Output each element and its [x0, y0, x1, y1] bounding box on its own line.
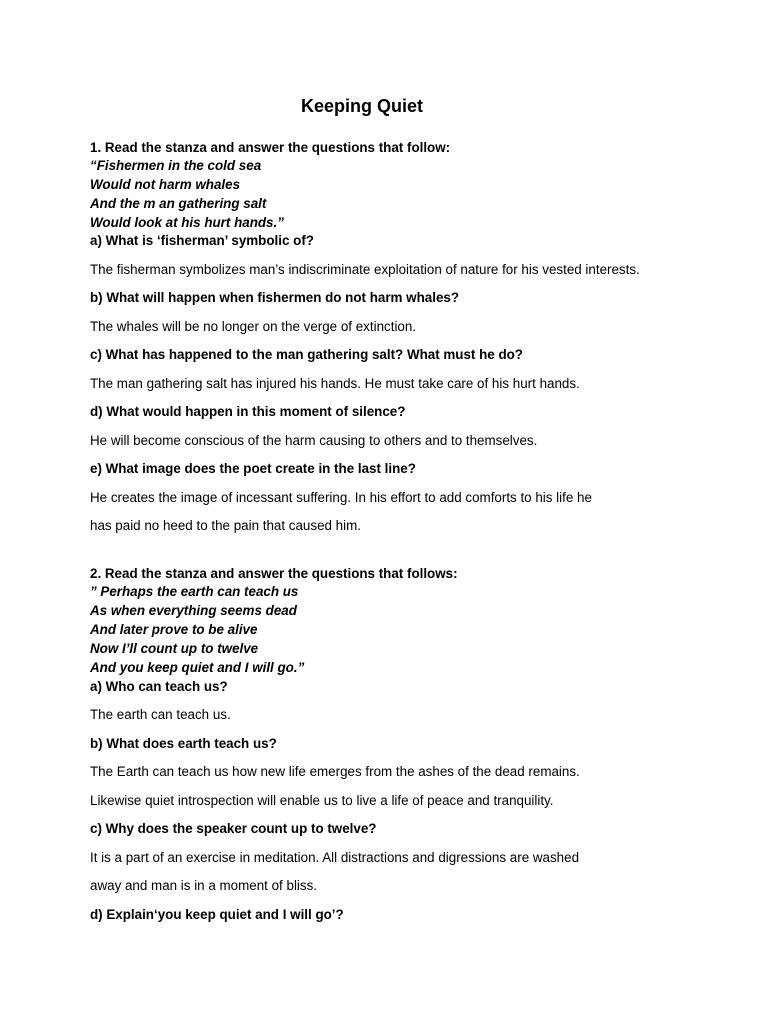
stanza-1-line-1: “Fishermen in the cold sea: [90, 158, 262, 173]
stanza-2-line-2: As when everything seems dead: [90, 603, 297, 618]
question-2c: c) Why does the speaker count up to twelve?: [90, 821, 377, 836]
stanza-2-line-3: And later prove to be alive: [90, 622, 258, 637]
stanza-2-line-1: ” Perhaps the earth can teach us: [90, 584, 299, 599]
question-2d: d) Explain‘you keep quiet and I will go’?: [90, 907, 344, 922]
question-1a: a) What is ‘fisherman’ symbolic of?: [90, 233, 314, 248]
answer-1d: He will become conscious of the harm causing to others and to themselves.: [90, 433, 538, 448]
question-1d: d) What would happen in this moment of silence?: [90, 404, 406, 419]
page-title: Keeping Quiet: [300, 96, 423, 116]
answer-2c-line-1: It is a part of an exercise in meditation. All distractions and digressions are washed: [90, 850, 580, 865]
answer-2c-line-2: away and man is in a moment of bliss.: [90, 878, 318, 893]
stanza-2-line-4: Now I’ll count up to twelve: [90, 641, 259, 656]
question-1c: c) What has happened to the man gathering salt? What must he do?: [90, 347, 523, 362]
question-1e: e) What image does the poet create in the last line?: [90, 461, 416, 476]
question-1b: b) What will happen when fishermen do not harm whales?: [90, 290, 460, 305]
answer-1c: The man gathering salt has injured his hands. He must take care of his hurt hands.: [90, 376, 580, 391]
stanza-1-line-3: And the m an gathering salt: [90, 196, 267, 211]
answer-2b-line-2: Likewise quiet introspection will enable us to live a life of peace and tranquility.: [90, 793, 554, 808]
stanza-1-line-2: Would not harm whales: [90, 177, 241, 192]
section-1-heading: 1. Read the stanza and answer the questions that follow:: [90, 140, 451, 155]
answer-1e-line-2: has paid no heed to the pain that caused him.: [90, 518, 361, 533]
answer-2b-line-1: The Earth can teach us how new life emerges from the ashes of the dead remains.: [90, 764, 580, 779]
answer-1a: The fisherman symbolizes man’s indiscriminate exploitation of nature for his vested interests.: [90, 262, 640, 277]
answer-1b: The whales will be no longer on the verge of extinction.: [90, 319, 417, 334]
answer-1e-line-1: He creates the image of incessant suffering. In his effort to add comforts to his life he: [90, 490, 592, 505]
question-2b: b) What does earth teach us?: [90, 736, 277, 751]
stanza-2-line-5: And you keep quiet and I will go.”: [90, 660, 305, 675]
question-2a: a) Who can teach us?: [90, 679, 228, 694]
answer-2a: The earth can teach us.: [90, 707, 231, 722]
stanza-1-line-4: Would look at his hurt hands.”: [90, 215, 284, 230]
section-2-heading: 2. Read the stanza and answer the questions that follows:: [90, 566, 458, 581]
